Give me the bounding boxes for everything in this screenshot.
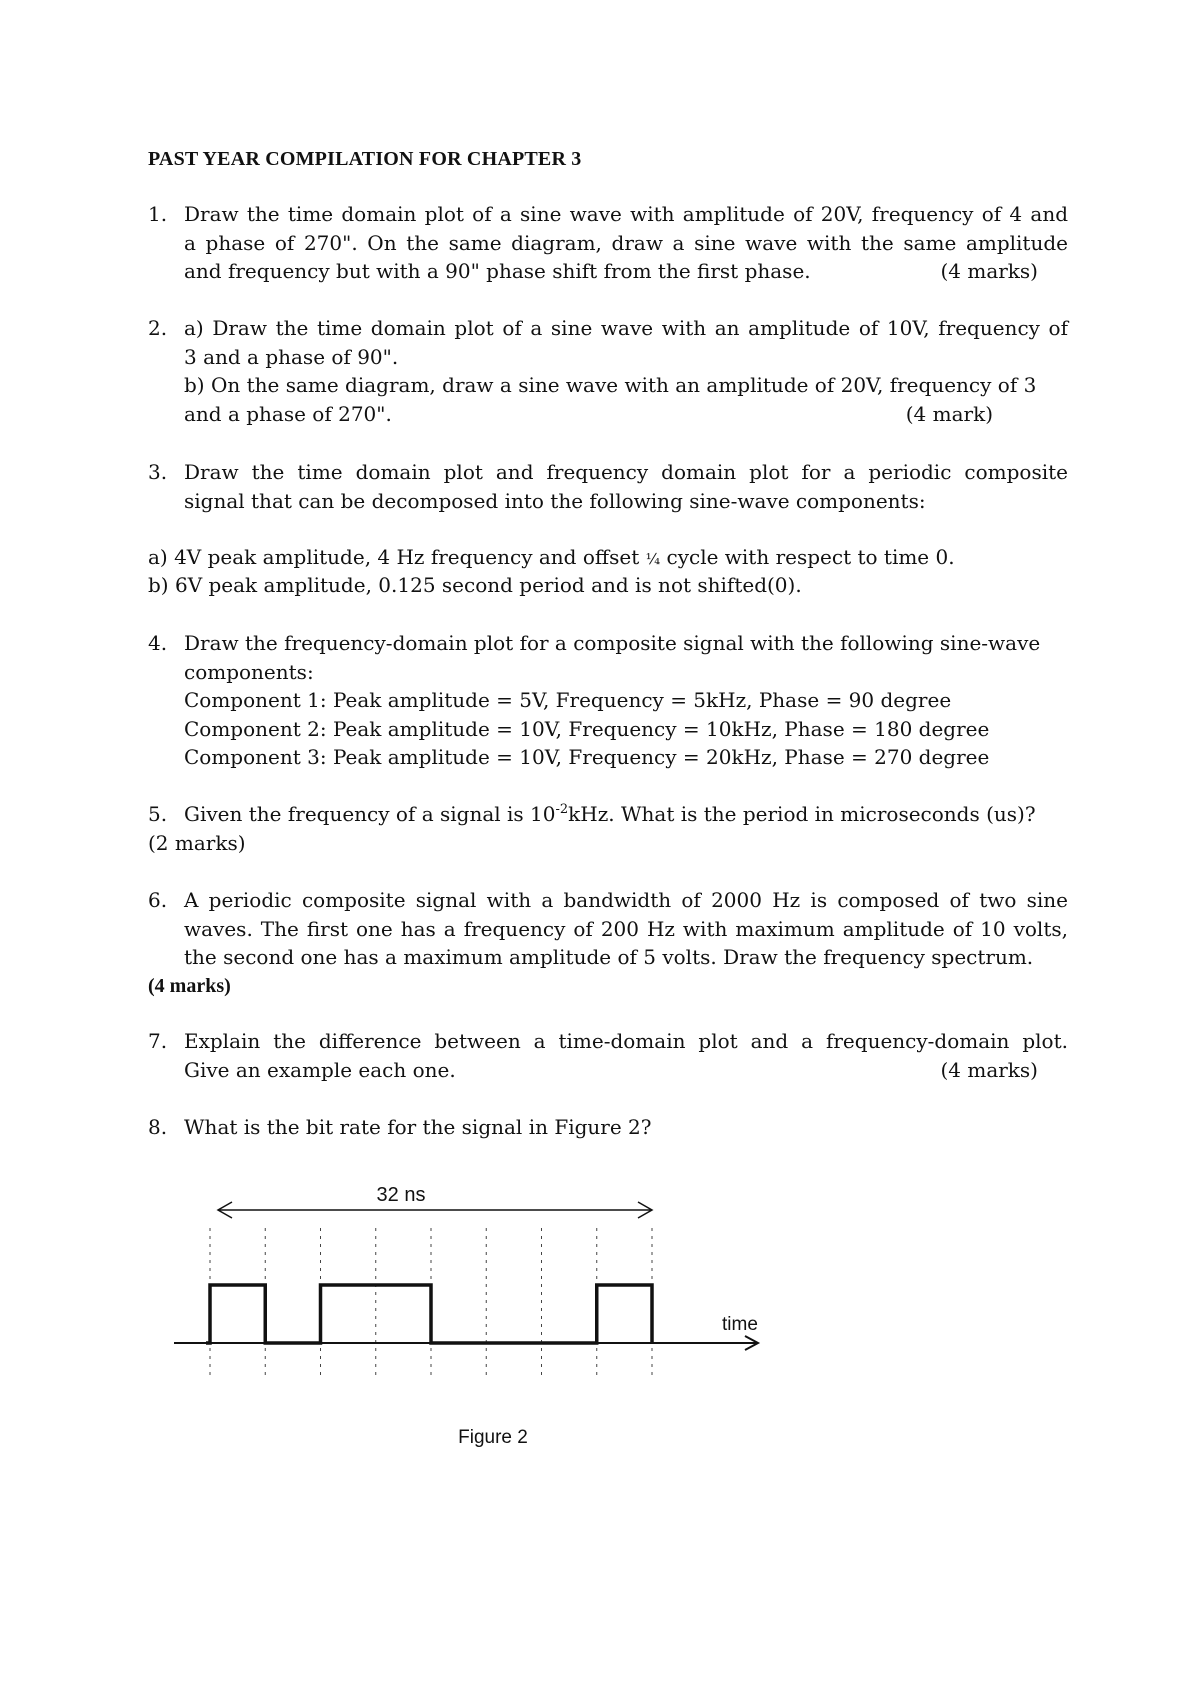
question-text: Explain the difference between a time-domain plot and a frequency-domain plot. <box>184 1029 1068 1053</box>
span-label: 32 ns <box>376 1184 426 1206</box>
question-text: A periodic composite signal with a bandwidth of 2000 Hz is composed of two sine <box>184 888 1068 912</box>
question-text: waves. The first one has a frequency of 200 Hz with maximum amplitude of 10 volts, <box>184 916 1068 941</box>
question-number: 2. <box>148 316 168 340</box>
question-number: 7. <box>148 1029 168 1053</box>
question-text: a) Draw the time domain plot of a sine wave with an amplitude of 10V, frequency of <box>184 316 1068 340</box>
question-number: 1. <box>148 202 168 226</box>
question-number: 5. <box>148 802 168 826</box>
question-number: 8. <box>148 1115 168 1139</box>
question-text: Give an example each one. <box>184 1057 456 1082</box>
question-text: and a phase of 270". <box>184 401 392 426</box>
question-text-end: kHz. What is the period in microseconds (us)? <box>568 802 1036 826</box>
question-3-part-b: b) 6V peak amplitude, 0.125 second period and is not shifted(0). <box>148 573 802 597</box>
question-text: b) On the same diagram, draw a sine wave with an amplitude of 20V, frequency of 3 <box>184 373 1037 397</box>
question-text: components: <box>184 659 314 684</box>
question-text: a phase of 270". On the same diagram, draw a sine wave with the same amplitude <box>184 230 1068 255</box>
question-text: and frequency but with a 90" phase shift from the first phase. <box>184 259 811 283</box>
part-a-text: a) 4V peak amplitude, 4 Hz frequency and offset <box>148 545 646 569</box>
question-number: 6. <box>148 888 168 912</box>
question-text: signal that can be decomposed into the following sine-wave components: <box>184 488 926 513</box>
question-text: Draw the time domain plot of a sine wave with amplitude of 20V, frequency of 4 and <box>184 202 1068 226</box>
marks-label: (4 mark) <box>905 401 993 426</box>
figure-caption: Figure 2 <box>458 1427 528 1448</box>
question-number: 3. <box>148 460 168 484</box>
fraction: ¼ <box>645 550 661 568</box>
marks-label: (4 marks) <box>148 975 231 997</box>
component-2: Component 2: Peak amplitude = 10V, Frequency = 10kHz, Phase = 180 degree <box>184 716 990 741</box>
time-axis-label: time <box>722 1314 758 1335</box>
digital-signal-waveform <box>206 1285 652 1343</box>
component-1: Component 1: Peak amplitude = 5V, Frequency = 5kHz, Phase = 90 degree <box>184 688 952 712</box>
marks-label: (2 marks) <box>148 831 246 855</box>
question-text: 3 and a phase of 90". <box>184 344 399 369</box>
question-text: Draw the frequency-domain plot for a composite signal with the following sine-wave <box>184 631 1041 655</box>
question-text: What is the bit rate for the signal in Figure 2? <box>184 1115 652 1139</box>
exponent: -2 <box>555 802 569 817</box>
part-a-text-end: cycle with respect to time 0. <box>660 545 955 569</box>
marks-label: (4 marks) <box>940 1057 1038 1082</box>
question-number: 4. <box>148 631 168 655</box>
page-title: PAST YEAR COMPILATION FOR CHAPTER 3 <box>148 148 582 170</box>
component-3: Component 3: Peak amplitude = 10V, Frequency = 20kHz, Phase = 270 degree <box>184 745 990 769</box>
question-text: the second one has a maximum amplitude of 5 volts. Draw the frequency spectrum. <box>184 945 1034 969</box>
question-text: Given the frequency of a signal is 10 <box>184 802 556 826</box>
question-text: Draw the time domain plot and frequency domain plot for a periodic composite <box>184 460 1068 484</box>
marks-label: (4 marks) <box>940 259 1038 283</box>
